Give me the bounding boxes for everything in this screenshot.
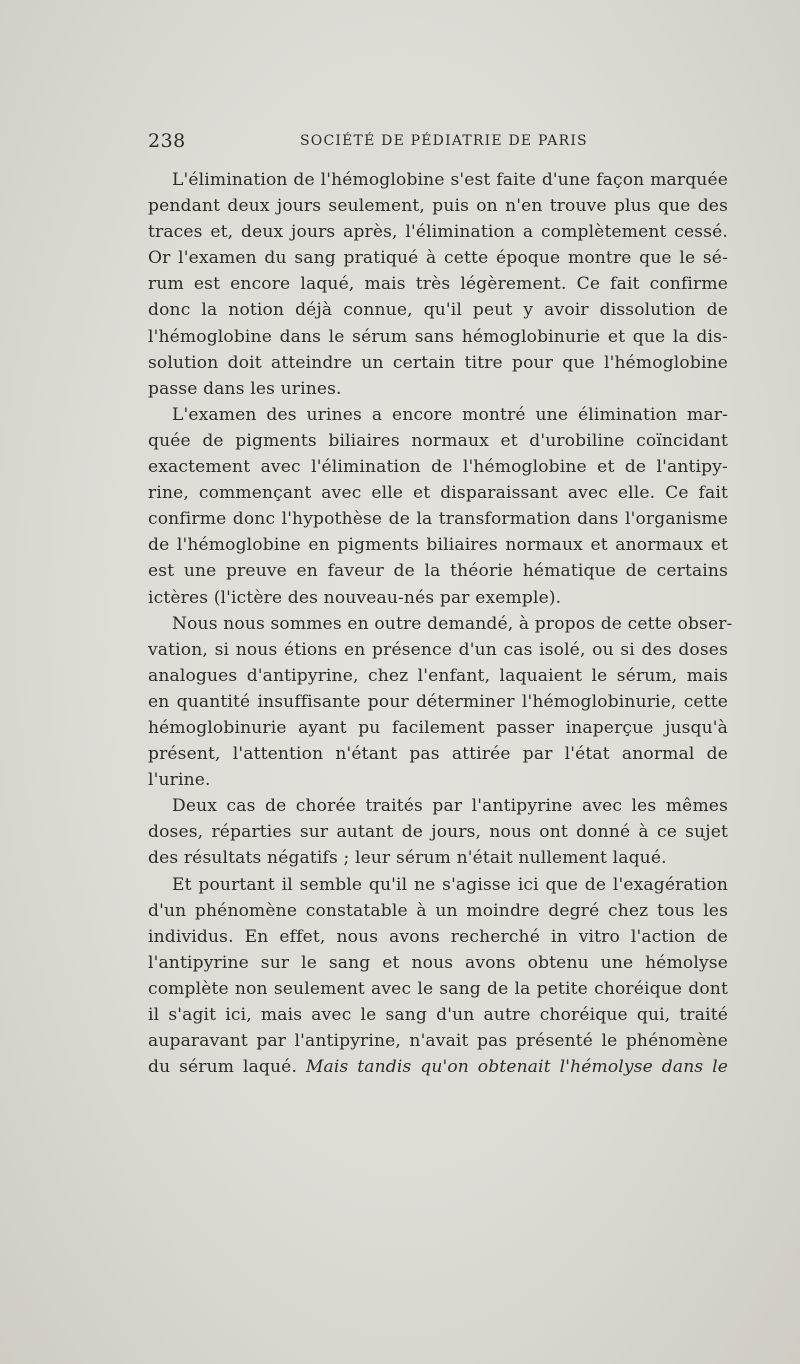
text-line: ictères (l'ictère des nouveau-nés par exemple). [148, 587, 562, 608]
text-line: L'élimination de l'hémoglobine s'est faite d'une façon marquée [172, 170, 728, 190]
text-line: Deux cas de chorée traités par l'antipyrine avec les mêmes [172, 796, 728, 817]
paragraph [148, 793, 728, 871]
text-line: quée de pigments biliaires normaux et d'urobiline coïncidant [148, 430, 728, 451]
text-line: confirme donc l'hypothèse de la transformation dans l'organisme [148, 509, 728, 530]
text-line: auparavant par l'antipyrine, n'avait pas présenté le phénomène [148, 1031, 728, 1052]
text-line: exactement avec l'élimination de l'hémoglobine et de l'antipy- [148, 457, 728, 478]
paragraph [148, 167, 728, 402]
text-line: donc la notion déjà connue, qu'il peut y avoir dissolution de [148, 300, 728, 321]
text-line: hémoglobinurie ayant pu facilement passer inaperçue jusqu'à [148, 717, 728, 738]
text-line: Or l'examen du sang pratiqué à cette époque montre que le sé- [148, 248, 728, 269]
paragraph [148, 872, 728, 1081]
text-line: des résultats négatifs ; leur sérum n'était nullement laqué. [148, 848, 667, 869]
text-line: d'un phénomène constatable à un moindre degré chez tous les [148, 900, 728, 921]
text-line: pendant deux jours seulement, puis on n'en trouve plus que des [148, 196, 728, 217]
body-text [148, 167, 733, 1080]
text-line: est une preuve en faveur de la théorie hématique de certains [148, 561, 728, 582]
text-line: solution doit atteindre un certain titre pour que l'hémoglobine [148, 352, 728, 373]
text-line: Et pourtant il semble qu'il ne s'agisse ici que de l'exagération [172, 874, 728, 895]
text-line: l'hémoglobine dans le sérum sans hémoglobinurie et que la dis- [148, 326, 728, 347]
text-line: l'urine. [148, 770, 211, 791]
running-title: SOCIÉTÉ DE PÉDIATRIE DE PARIS [300, 133, 588, 149]
text-line: analogues d'antipyrine, chez l'enfant, laquaient le sérum, mais [148, 665, 728, 686]
text-line: présent, l'attention n'étant pas attirée par l'état anormal de [148, 744, 728, 765]
text-line-mixed [148, 1054, 728, 1080]
text-line: traces et, deux jours après, l'élimination a complètement cessé. [148, 222, 728, 243]
text-line: Nous nous sommes en outre demandé, à propos de cette obser- [172, 613, 733, 634]
text-line: il s'agit ici, mais avec le sang d'un autre choréique qui, traité [148, 1005, 728, 1025]
page-header [148, 130, 728, 156]
italic-text-segment: Mais tandis qu'on obtenait l'hémolyse dans le [305, 1057, 728, 1078]
text-line: doses, réparties sur autant de jours, nous ont donné à ce sujet [148, 822, 728, 843]
text-line: complète non seulement avec le sang de la petite choréique dont [148, 978, 728, 999]
text-line: de l'hémoglobine en pigments biliaires normaux et anormaux et [148, 535, 728, 556]
text-line: passe dans les urines. [148, 378, 342, 399]
text-line: en quantité insuffisante pour déterminer l'hémoglobinurie, cette [148, 691, 728, 712]
text-line: vation, si nous étions en présence d'un cas isolé, ou si des doses [148, 639, 728, 660]
text-line: rum est encore laqué, mais très légèrement. Ce fait confirme [148, 274, 728, 295]
text-line: l'antipyrine sur le sang et nous avons obtenu une hémolyse [148, 952, 728, 973]
paragraph [148, 402, 728, 611]
text-line: individus. En effet, nous avons recherché in vitro l'action de [148, 926, 728, 947]
text-line: rine, commençant avec elle et disparaissant avec elle. Ce fait [148, 483, 728, 504]
text-segment: du sérum laqué. [148, 1057, 298, 1078]
paragraph [148, 611, 733, 794]
page-number: 238 [148, 130, 186, 152]
text-line: L'examen des urines a encore montré une élimination mar- [172, 404, 728, 425]
